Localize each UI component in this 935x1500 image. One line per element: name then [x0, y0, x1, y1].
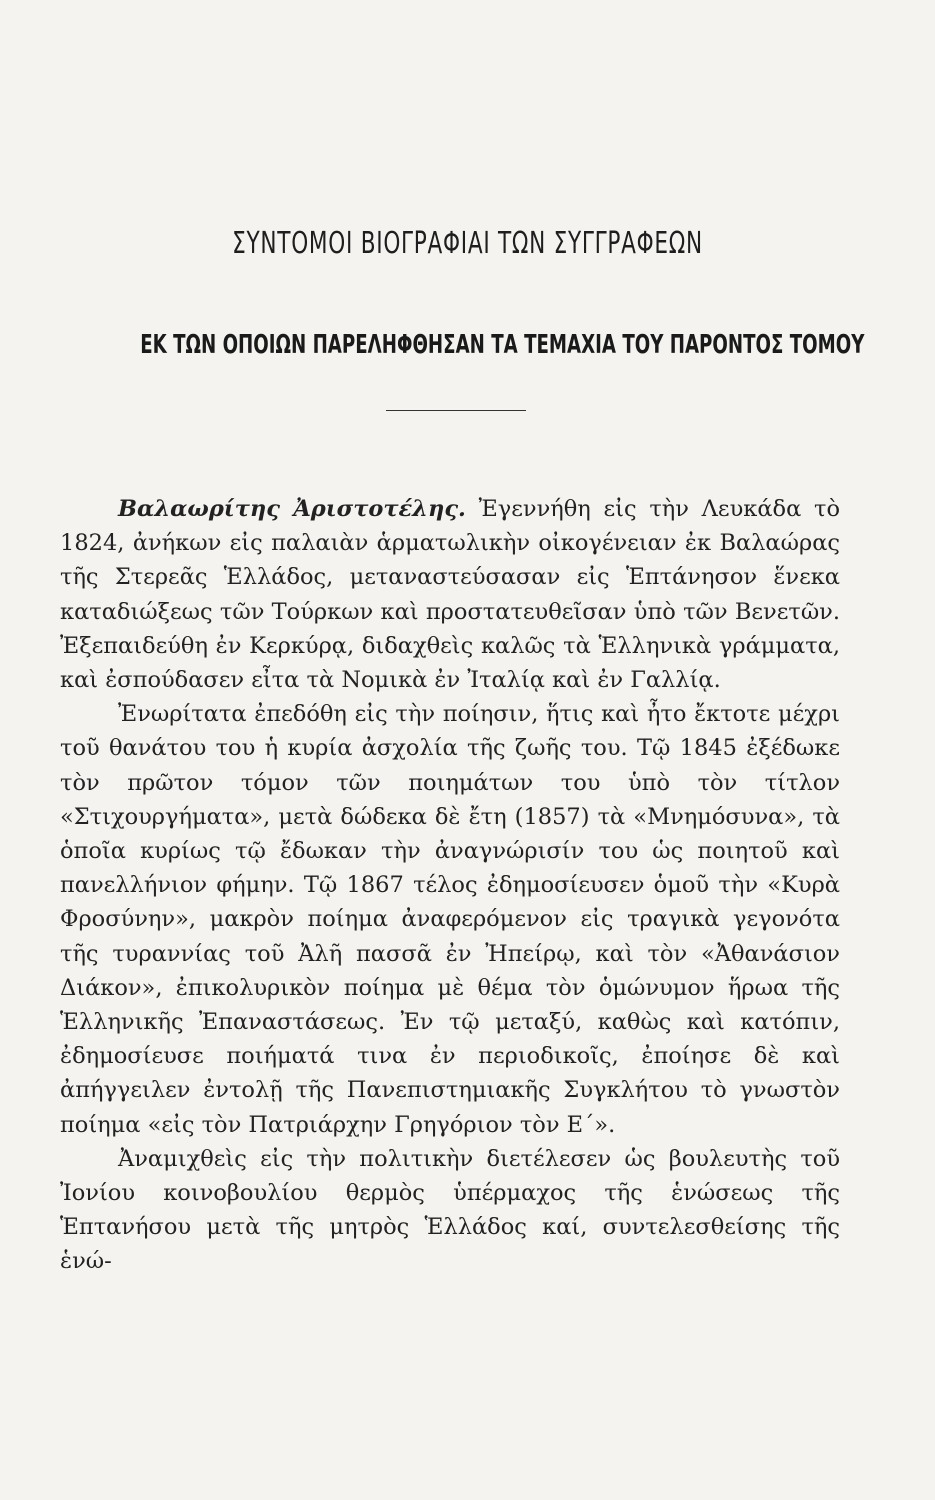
paragraph-1-text: Ἐγεννήθη εἰς τὴν Λευκάδα τὸ 1824, ἀνήκων εἰς παλαιὰν ἁρματωλικὴν οἰκογένειαν ἐκ Βαλαώρας τῆς Στερεᾶς Ἑλλάδος, μεταναστεύσασαν εἰς Ἑπτάνησον ἕνεκα καταδιώξεως τῶν Τούρκων καὶ προστατευθεῖσαν ὑπὸ τῶν Βενετῶν. Ἐξεπαιδεύθη ἐν Κερκύρᾳ, διδαχθεὶς καλῶς τὰ Ἑλληνικὰ γράμματα, καὶ ἐσπούδασεν εἶτα τὰ Νομικὰ ἐν Ἰταλίᾳ καὶ ἐν Γαλλίᾳ.: [60, 496, 840, 694]
page-subtitle: ΕΚ ΤΩΝ ΟΠΟΙΩΝ ΠΑΡΕΛΗΦΘΗΣΑΝ ΤΑ ΤΕΜΑΧΙΑ ΤΟΥ ΠΑΡΟΝΤΟΣ ΤΟΜΟΥ: [140, 330, 865, 360]
author-name: Βαλαωρίτης Ἀριστοτέλης.: [118, 496, 466, 522]
biography-entry: [60, 492, 840, 1279]
paragraph-1: [60, 492, 840, 697]
page-title: ΣΥΝΤΟΜΟΙ ΒΙΟΓΡΑΦΙΑΙ ΤΩΝ ΣΥΓΓΡΑΦΕΩΝ: [232, 226, 703, 261]
paragraph-3: Ἀναμιχθεὶς εἰς τὴν πολιτικὴν διετέλεσεν ὡς βουλευτὴς τοῦ Ἰονίου κοινοβουλίου θερμὸς ὑπέρμαχος τῆς ἑνώσεως τῆς Ἑπτανήσου μετὰ τῆς μητρὸς Ἑλλάδος καί, συντελεσθείσης τῆς ἑνώ-: [60, 1145, 840, 1275]
paragraph-2: Ἐνωρίτατα ἐπεδόθη εἰς τὴν ποίησιν, ἥτις καὶ ἦτο ἔκτοτε μέχρι τοῦ θανάτου του ἡ κυρία ἀσχολία τῆς ζωῆς του. Τῷ 1845 ἐξέδωκε τὸν πρῶτον τόμον τῶν ποιημάτων του ὑπὸ τὸν τίτλον «Στιχουργήματα», μετὰ δώδεκα δὲ ἔτη (1857) τὰ «Μνημόσυνα», τὰ ὁποῖα κυρίως τῷ ἔδωκαν τὴν ἀναγνώρισίν του ὡς ποιητοῦ καὶ πανελλήνιον φήμην. Τῷ 1867 τέλος ἐδημοσίευσεν ὁμοῦ τὴν «Κυρὰ Φροσύνην», μακρὸν ποίημα ἀναφερόμενον εἰς τραγικὰ γεγονότα τῆς τυραννίας τοῦ Ἀλῆ πασσᾶ ἐν Ἠπείρῳ, καὶ τὸν «Ἀθανάσιον Διάκον», ἐπικολυρικὸν ποίημα μὲ θέμα τὸν ὁμώνυμον ἥρωα τῆς Ἑλληνικῆς Ἐπαναστάσεως. Ἐν τῷ μεταξύ, καθὼς καὶ κατόπιν, ἐδημοσίευσε ποιήματά τινα ἐν περιοδικοῖς, ἐποίησε δὲ καὶ ἀπήγγειλεν ἐντολῇ τῆς Πανεπιστημιακῆς Συγκλήτου τὸ γνωστὸν ποίημα «εἰς τὸν Πατριάρχην Γρηγόριον τὸν Ε΄».: [60, 701, 840, 1138]
divider-rule: [386, 410, 526, 411]
